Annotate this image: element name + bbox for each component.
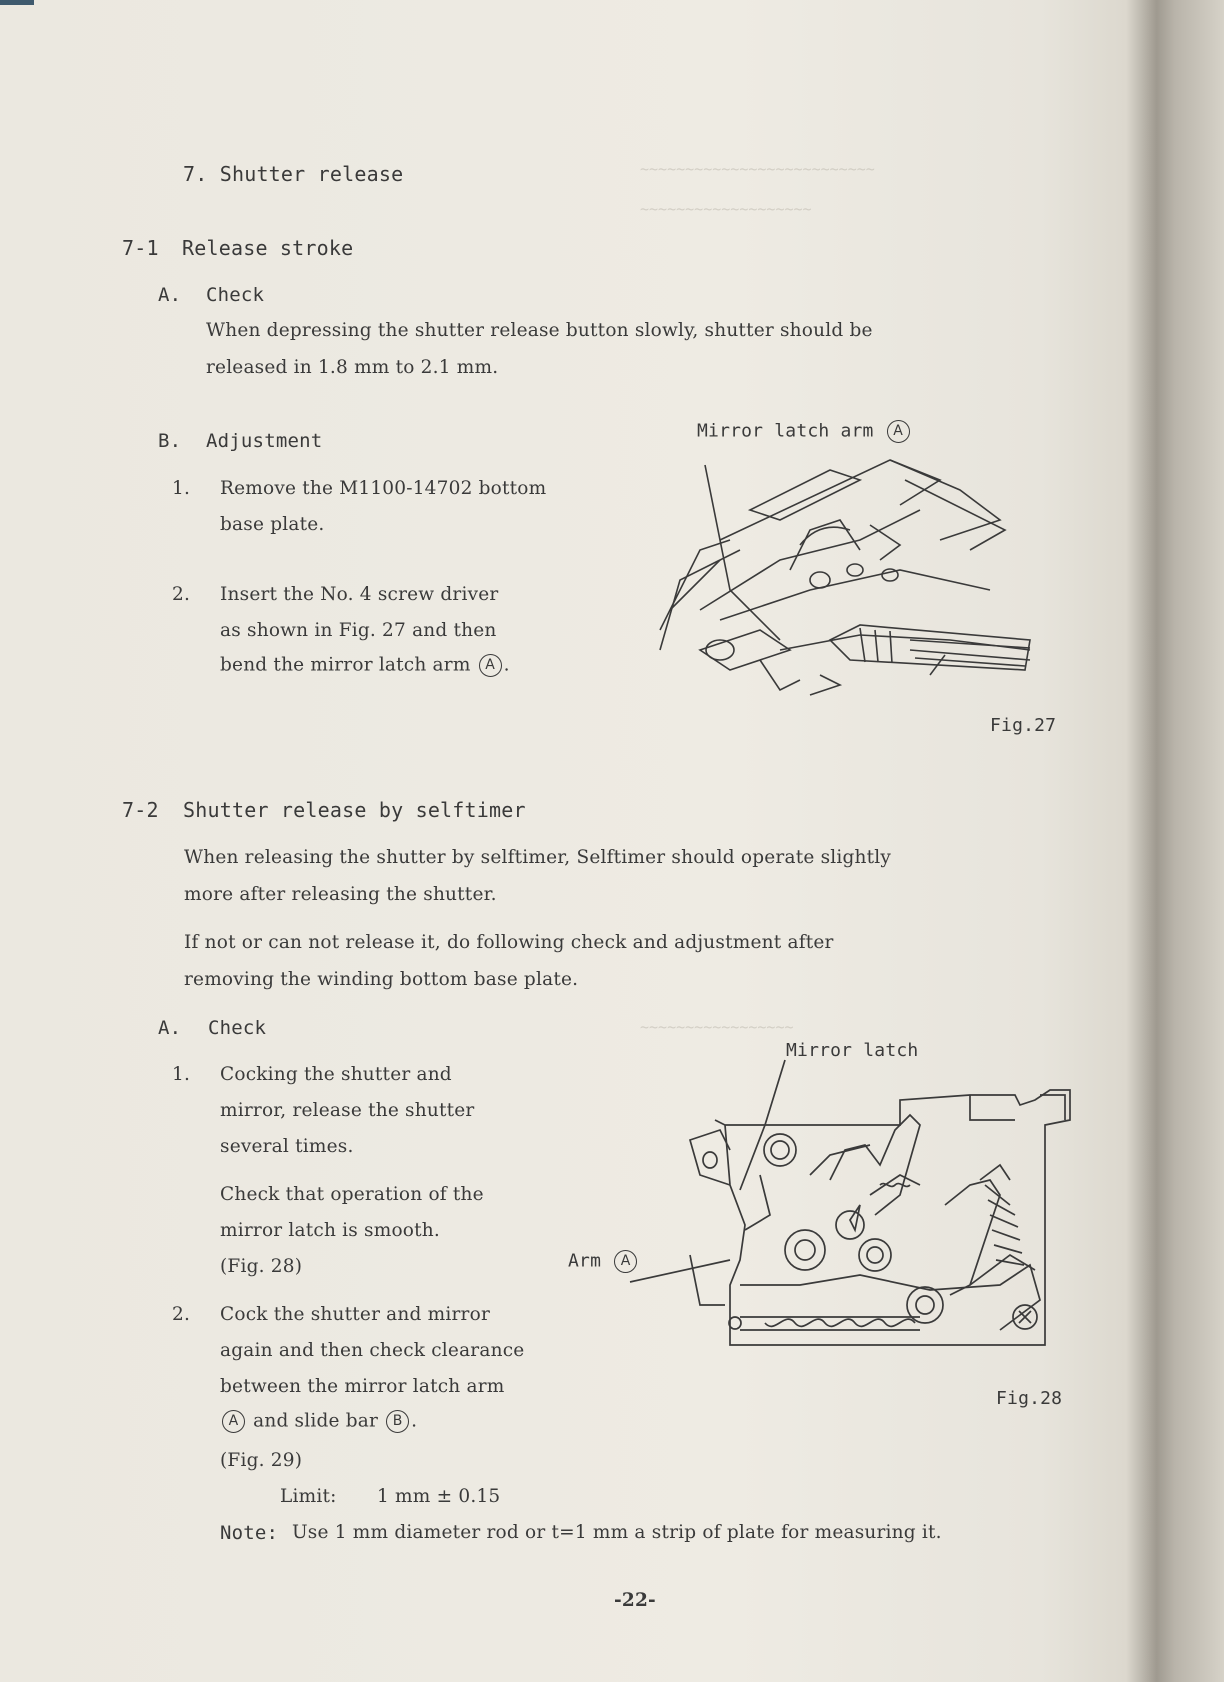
note-text: Use 1 mm diameter rod or t=1 mm a strip of plate for measuring it.	[292, 1522, 942, 1543]
item-label: Adjustment	[206, 430, 323, 452]
body-text: When releasing the shutter by selftimer, Selftimer should operate slightly	[184, 847, 892, 868]
bleed-through: ~~~~~~~~~~~~~~~~~~~~~~~~~~	[640, 160, 875, 178]
circled-letter-a: A	[887, 420, 910, 443]
step-text: mirror latch is smooth.	[220, 1220, 440, 1241]
circled-letter-a: A	[479, 654, 502, 677]
body-text: removing the winding bottom base plate.	[184, 969, 579, 990]
step-tail: .	[411, 1410, 418, 1432]
step-tail: .	[503, 654, 510, 676]
body-text: released in 1.8 mm to 2.1 mm.	[206, 357, 499, 378]
step-text: bend the mirror latch arm	[220, 654, 471, 676]
section-title: 7. Shutter release	[183, 162, 404, 186]
page-corner-mark	[0, 0, 34, 5]
step-text: Check that operation of the	[220, 1184, 484, 1205]
step-text: and slide bar	[253, 1410, 379, 1432]
figure-caption: Fig.28	[996, 1388, 1063, 1409]
subsection-title: Shutter release by selftimer	[183, 798, 526, 822]
subsection-title: Release stroke	[182, 236, 354, 260]
step-text: (Fig. 28)	[220, 1256, 303, 1277]
page-number: -22-	[614, 1590, 656, 1611]
step-text: base plate.	[220, 514, 325, 535]
circled-letter-a: A	[614, 1250, 637, 1273]
figure-callout	[568, 1250, 639, 1273]
item-letter: A.	[158, 1017, 182, 1039]
body-text: When depressing the shutter release button slowly, shutter should be	[206, 320, 873, 341]
figure-28-drawing	[670, 1055, 1080, 1355]
limit-value: 1 mm ± 0.15	[377, 1486, 501, 1507]
step-text: (Fig. 29)	[220, 1450, 303, 1471]
step-text: Cock the shutter and mirror	[220, 1304, 490, 1325]
item-label: Check	[206, 284, 265, 306]
step-number: 1.	[172, 1064, 191, 1085]
step-text: several times.	[220, 1136, 354, 1157]
callout-text: Arm	[568, 1250, 602, 1272]
step-text-line	[220, 654, 510, 677]
step-text: as shown in Fig. 27 and then	[220, 620, 497, 641]
step-text: again and then check clearance	[220, 1340, 525, 1361]
step-text: Cocking the shutter and	[220, 1064, 452, 1085]
step-text: Remove the M1100-14702 bottom	[220, 478, 547, 499]
note-label: Note:	[220, 1522, 279, 1544]
item-letter: A.	[158, 284, 182, 306]
item-letter: B.	[158, 430, 182, 452]
step-number: 1.	[172, 478, 191, 499]
step-text: mirror, release the shutter	[220, 1100, 475, 1121]
figure-callout	[697, 420, 912, 443]
limit-label: Limit:	[280, 1486, 337, 1507]
bleed-through: ~~~~~~~~~~~~~~~~~	[640, 1018, 794, 1036]
subsection-number: 7-2	[122, 798, 159, 822]
figure-callout: Mirror latch	[786, 1040, 919, 1061]
step-text: Insert the No. 4 screw driver	[220, 584, 499, 605]
subsection-number: 7-1	[122, 236, 159, 260]
circled-letter-b: B	[386, 1410, 409, 1433]
figure-27-drawing	[660, 450, 1040, 700]
figure-caption: Fig.27	[990, 715, 1057, 736]
step-text: between the mirror latch arm	[220, 1376, 505, 1397]
circled-letter-a: A	[222, 1410, 245, 1433]
step-number: 2.	[172, 584, 191, 605]
body-text: If not or can not release it, do following check and adjustment after	[184, 932, 834, 953]
item-label: Check	[208, 1017, 267, 1039]
step-number: 2.	[172, 1304, 191, 1325]
callout-text: Mirror latch arm	[697, 420, 874, 442]
step-text-line	[220, 1410, 417, 1433]
body-text: more after releasing the shutter.	[184, 884, 497, 905]
bleed-through: ~~~~~~~~~~~~~~~~~~~	[640, 200, 812, 218]
